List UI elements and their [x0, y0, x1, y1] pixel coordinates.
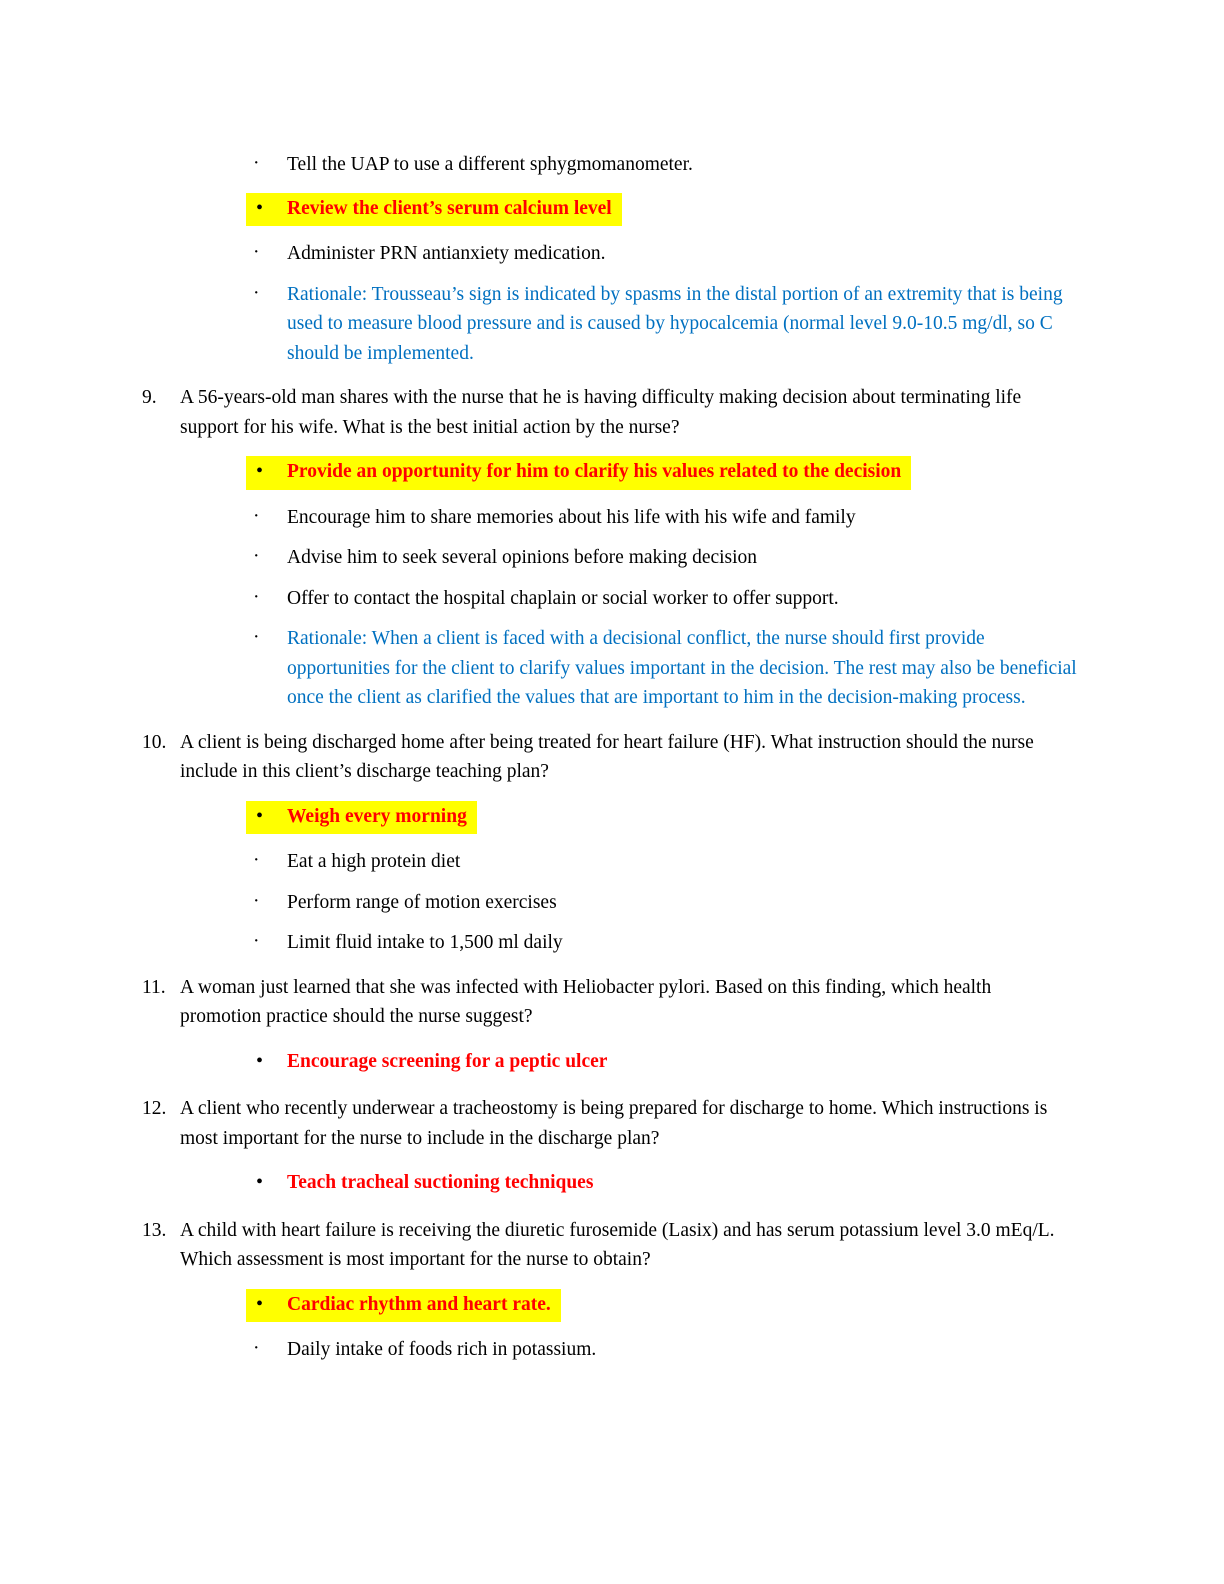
option-text: Eat a high protein diet — [287, 851, 461, 872]
option-text: Tell the UAP to use a different sphygmomanometer. — [287, 154, 693, 175]
bullet-icon: · — [253, 505, 260, 527]
option-item — [142, 1335, 1106, 1365]
bullet-icon: · — [253, 627, 260, 648]
bullet-icon: · — [253, 242, 260, 263]
bullet-icon: · — [253, 586, 260, 608]
correct-answer-item — [142, 801, 1106, 835]
question-item — [142, 383, 1060, 442]
question-block — [142, 728, 1106, 958]
question-text: A client who recently underwear a tracheostomy is being prepared for discharge to home. Which instructions is most important for the nurse to include in the discharge plan? — [180, 1098, 1048, 1149]
correct-answer-text: Encourage screening for a peptic ulcer — [287, 1050, 608, 1072]
option-text: Daily intake of foods rich in potassium. — [287, 1339, 597, 1360]
answer-bullet-icon: • — [256, 196, 264, 219]
rationale-item — [142, 280, 1077, 369]
option-item — [142, 928, 1106, 958]
option-item — [142, 888, 1106, 918]
answer-bullet-icon: • — [256, 804, 264, 827]
correct-answer-text: Cardiac rhythm and heart rate. — [287, 1293, 551, 1315]
option-item — [142, 150, 1106, 180]
question-item — [142, 728, 1060, 787]
option-item — [142, 543, 1106, 573]
answer-plain-box — [246, 1167, 603, 1201]
answer-highlight — [246, 1289, 561, 1323]
answer-bullet-icon: • — [256, 1171, 264, 1193]
answer-highlight — [246, 456, 911, 490]
bullet-icon: · — [253, 546, 260, 567]
question-number: 12. — [142, 1098, 167, 1119]
answer-bullet-icon: • — [256, 460, 264, 482]
answer-highlight — [246, 801, 477, 835]
bullet-icon: · — [253, 850, 260, 871]
question-number: 10. — [142, 731, 167, 753]
answer-bullet-icon: • — [256, 1292, 264, 1315]
option-text: Limit fluid intake to 1,500 ml daily — [287, 932, 563, 953]
correct-answer-text: Review the client’s serum calcium level — [287, 197, 612, 219]
answer-highlight — [246, 193, 622, 227]
answer-plain-box — [246, 1046, 617, 1080]
question-block — [142, 383, 1106, 713]
correct-answer-item — [142, 1289, 1106, 1323]
question-block — [142, 973, 1106, 1080]
question-block — [142, 1216, 1106, 1365]
answer-bullet-icon: • — [256, 1049, 264, 1072]
correct-answer-text: Weigh every morning — [287, 805, 467, 827]
option-text: Encourage him to share memories about his life with his wife and family — [287, 506, 856, 528]
question-item — [142, 1216, 1060, 1275]
question-text: A client is being discharged home after being treated for heart failure (HF). What instruction should the nurse include in this client’s discharge teaching plan? — [180, 731, 1034, 782]
option-text: Perform range of motion exercises — [287, 891, 557, 913]
correct-answer-text: Teach tracheal suctioning techniques — [287, 1172, 594, 1193]
option-item — [142, 584, 1106, 614]
question-block — [142, 1094, 1106, 1201]
correct-answer-item — [142, 193, 1106, 227]
question-item — [142, 973, 1060, 1032]
question-number: 11. — [142, 976, 166, 998]
correct-answer-item — [142, 1167, 1106, 1201]
bullet-icon: · — [253, 931, 260, 952]
correct-answer-item — [142, 456, 1106, 490]
rationale-text: Rationale: When a client is faced with a decisional conflict, the nurse should first provide opportunities for the client to clarify values important in the decision. The rest may also be beneficial once the client as clarified the values that are important to him in the decision-making process. — [287, 628, 1077, 708]
correct-answer-item — [142, 1046, 1106, 1080]
option-text: Offer to contact the hospital chaplain or social worker to offer support. — [287, 587, 839, 609]
bullet-icon: · — [253, 1338, 260, 1359]
question-text: A woman just learned that she was infected with Heliobacter pylori. Based on this finding, which health promotion practice should the nurse suggest? — [180, 976, 992, 1027]
rationale-item — [142, 624, 1077, 713]
question-number: 9. — [142, 387, 157, 408]
option-item — [142, 847, 1106, 877]
bullet-icon: · — [253, 282, 260, 304]
bullet-icon: · — [253, 890, 260, 912]
bullet-icon: · — [253, 153, 260, 174]
rationale-text: Rationale: Trousseau’s sign is indicated by spasms in the distal portion of an extremity that is being used to measure blood pressure and is caused by hypocalcemia (normal level 9.0-10.5 mg/dl, so C should be implemented. — [287, 283, 1063, 364]
option-text: Administer PRN antianxiety medication. — [287, 243, 606, 264]
answer-options-list — [142, 150, 1106, 368]
question-item — [142, 1094, 1060, 1153]
question-text: A 56-years-old man shares with the nurse that he is having difficulty making decision about terminating life support for his wife. What is the best initial action by the nurse? — [180, 387, 1022, 438]
option-item — [142, 503, 1106, 533]
question-text: A child with heart failure is receiving the diuretic furosemide (Lasix) and has serum potassium level 3.0 mEq/L. Which assessment is most important for the nurse to obtain? — [180, 1219, 1055, 1270]
correct-answer-text: Provide an opportunity for him to clarify his values related to the decision — [287, 461, 902, 482]
option-text: Advise him to seek several opinions before making decision — [287, 547, 758, 568]
question-number: 13. — [142, 1219, 167, 1241]
option-item — [142, 239, 1106, 269]
